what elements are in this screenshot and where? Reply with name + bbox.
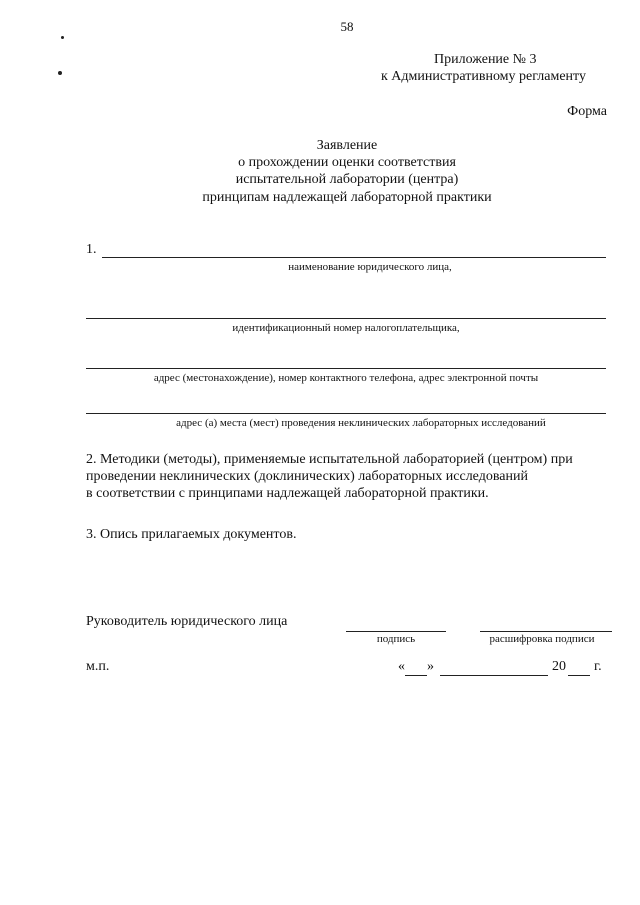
methods-paragraph-line: проведении неклинических (доклинических) лабораторных исследований xyxy=(86,469,528,484)
signature-field[interactable] xyxy=(346,631,446,632)
signature-decoding-caption: расшифровка подписи xyxy=(489,633,595,645)
signature-caption: подпись xyxy=(376,633,416,645)
signature-decoding-field[interactable] xyxy=(480,631,612,632)
document-subtitle-line: принципам надлежащей лабораторной практики xyxy=(202,190,492,205)
date-year-suffix: г. xyxy=(594,659,602,674)
research-location-caption: адрес (а) места (мест) проведения неклинических лабораторных исследований xyxy=(176,417,546,429)
date-day-field[interactable] xyxy=(405,675,427,676)
date-month-field[interactable] xyxy=(440,675,548,676)
methods-paragraph-line: в соответствии с принципами надлежащей лабораторной практики. xyxy=(86,486,489,501)
organization-name-field[interactable] xyxy=(102,257,606,258)
date-year-field[interactable] xyxy=(568,675,590,676)
date-year-prefix: 20 xyxy=(552,659,566,674)
documents-inventory: 3. Опись прилагаемых документов. xyxy=(86,527,297,542)
date-quote-open: « xyxy=(398,659,405,674)
taxpayer-id-field[interactable] xyxy=(86,318,606,319)
stamp-label: м.п. xyxy=(86,659,110,674)
document-subtitle-line: о прохождении оценки соответствия xyxy=(238,155,456,170)
address-contacts-field[interactable] xyxy=(86,368,606,369)
appendix-reference: к Административному регламенту xyxy=(381,69,586,84)
scan-mark xyxy=(58,71,62,75)
form-label: Форма xyxy=(567,104,607,119)
document-subtitle-line: испытательной лаборатории (центра) xyxy=(235,172,459,187)
taxpayer-id-caption: идентификационный номер налогоплательщика, xyxy=(232,322,460,334)
research-location-field[interactable] xyxy=(86,413,606,414)
appendix-title: Приложение № 3 xyxy=(434,52,537,67)
methods-paragraph-line: 2. Методики (методы), применяемые испытательной лабораторией (центром) при xyxy=(86,452,573,467)
address-contacts-caption: адрес (местонахождение), номер контактного телефона, адрес электронной почты xyxy=(153,372,539,384)
document-title: Заявление xyxy=(316,138,378,153)
section1-number: 1. xyxy=(86,242,97,257)
date-quote-close: » xyxy=(427,659,434,674)
page-number: 58 xyxy=(340,19,354,34)
scan-mark xyxy=(61,36,64,39)
head-of-legal-entity-label: Руководитель юридического лица xyxy=(86,614,288,629)
organization-name-caption: наименование юридического лица, xyxy=(288,261,452,273)
